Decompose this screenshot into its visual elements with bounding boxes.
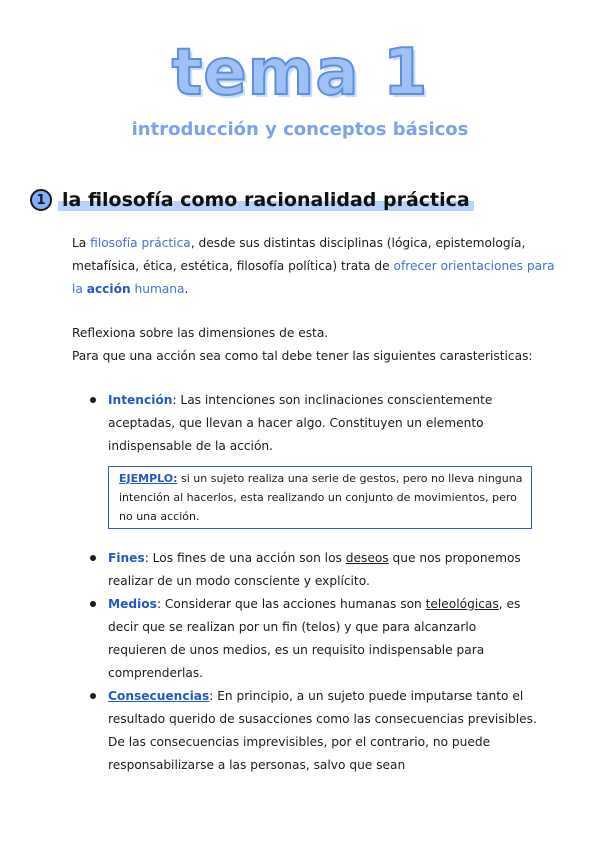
- reflexion-line-1: Reflexiona sobre las dimensiones de esta.: [72, 326, 329, 340]
- bullet-icon: [90, 693, 96, 699]
- intro-highlight-orientaciones: ofrecer orientaciones para la: [72, 259, 555, 296]
- characteristics-list-2: [88, 547, 538, 777]
- intro-highlight-humana: humana: [130, 282, 185, 296]
- term-consecuencias: Consecuencias: [108, 689, 210, 703]
- list-item-consecuencias: [88, 685, 538, 777]
- term-intencion: Intención: [108, 393, 173, 407]
- intro-text-1: La: [72, 236, 91, 250]
- example-label: EJEMPLO:: [119, 472, 178, 485]
- bullet-icon: [90, 397, 96, 403]
- desc-medios-a: : Considerar que las acciones humanas son: [156, 597, 426, 611]
- term-fines: Fines: [108, 551, 145, 565]
- desc-fines-underline: deseos: [345, 551, 389, 565]
- desc-medios-underline: teleológicas: [425, 597, 499, 611]
- page-title: tema 1: [171, 36, 429, 110]
- list-item-intencion: [88, 389, 538, 458]
- example-box: [108, 466, 532, 529]
- page-subtitle: introducción y conceptos básicos: [131, 119, 469, 140]
- reflexion-paragraph: [72, 322, 562, 368]
- intro-paragraph: [72, 232, 562, 301]
- section-title: la filosofía como racionalidad práctica: [58, 189, 474, 211]
- intro-text-2: , desde sus distintas disciplinas (lógica, epistemología, metafísica, ética, estética, filosofía política) trata de: [72, 236, 526, 273]
- example-text: si un sujeto realiza una serie de gestos, pero no lleva ninguna intención al hacerlos, esta realizando un conjunto de movimientos, pero no una acción.: [119, 472, 523, 523]
- term-medios: Medios: [108, 597, 157, 611]
- desc-intencion: : Las intenciones son inclinaciones conscientemente aceptadas, que llevan a hacer algo. Constituyen un elemento indispensable de la acción.: [108, 393, 493, 453]
- reflexion-line-2: Para que una acción sea como tal debe tener las siguientes carasteristicas:: [72, 349, 533, 363]
- intro-link-filosofia-practica: filosofía práctica: [90, 236, 191, 250]
- characteristics-list-1: [88, 389, 538, 458]
- desc-fines-a: : Los fines de una acción son los: [144, 551, 346, 565]
- bullet-icon: [90, 555, 96, 561]
- section-heading: [30, 189, 474, 211]
- intro-text-3: .: [184, 282, 189, 296]
- intro-strong-accion: acción: [86, 282, 131, 296]
- desc-fines-b: que nos proponemos realizar de un modo consciente y explícito.: [108, 551, 521, 588]
- section-number-badge: 1: [30, 189, 52, 211]
- list-item-medios: [88, 593, 538, 685]
- list-item-fines: [88, 547, 538, 593]
- desc-consecuencias: : En principio, a un sujeto puede imputarse tanto el resultado querido de susacciones como las consecuencias previsibles. De las consecuencias imprevisibles, por el contrario, no puede responsabilizarse a las personas, salvo que sean: [108, 689, 537, 772]
- desc-medios-b: , es decir que se realizan por un fin (telos) y que para alcanzarlo requieren de unos medios, es un requisito indispensable para comprenderlas.: [108, 597, 521, 680]
- bullet-icon: [90, 601, 96, 607]
